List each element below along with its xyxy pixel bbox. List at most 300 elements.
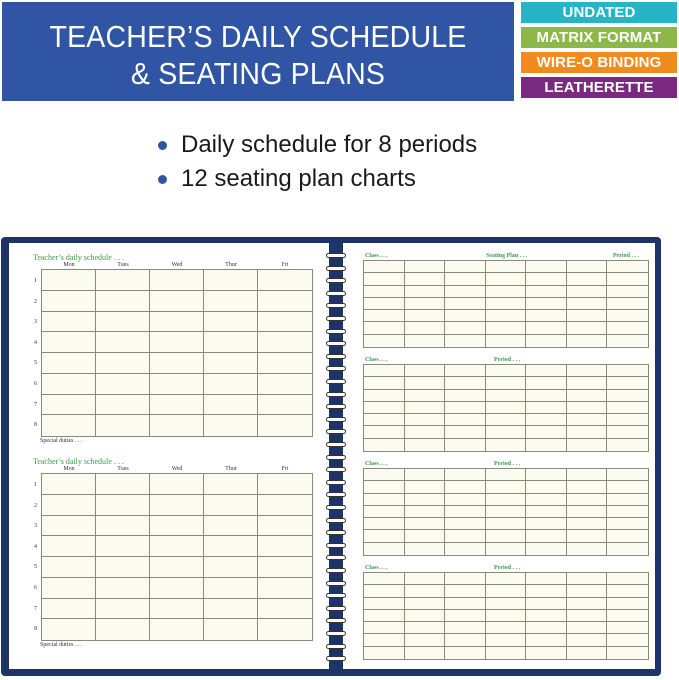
grid-cell	[486, 585, 527, 597]
grid-cell	[607, 322, 648, 334]
grid-cell	[364, 439, 405, 451]
grid-cell	[486, 402, 527, 414]
tag-undated: UNDATED	[521, 2, 677, 23]
grid-cell	[204, 291, 258, 312]
binding-ring-icon	[326, 253, 346, 258]
grid-cell	[445, 634, 486, 646]
binding-ring-icon	[326, 581, 346, 586]
grid-cell	[607, 298, 648, 310]
grid-cell	[486, 377, 527, 389]
grid-cell	[607, 647, 648, 659]
grid-cell	[364, 310, 405, 322]
grid-cell	[486, 439, 527, 451]
planner-image	[1, 237, 661, 676]
grid-cell	[526, 634, 567, 646]
bullet-item	[158, 128, 477, 162]
grid-cell	[96, 474, 150, 495]
binding-ring-icon	[326, 291, 346, 296]
grid-cell	[607, 494, 648, 506]
grid-cell	[607, 335, 648, 347]
grid-cell	[405, 426, 446, 438]
grid-cell	[364, 585, 405, 597]
grid-cell	[204, 495, 258, 516]
grid-cell	[526, 573, 567, 585]
grid-cell	[150, 619, 204, 640]
grid-cell	[258, 578, 312, 599]
grid-cell	[526, 543, 567, 555]
schedule-title: Teacher’s daily schedule . . .	[33, 253, 124, 262]
grid-cell	[96, 415, 150, 436]
grid-cell	[405, 573, 446, 585]
period-number: 2	[34, 502, 37, 509]
wire-binding	[324, 245, 350, 669]
period-number: 6	[34, 381, 37, 387]
grid-cell	[405, 634, 446, 646]
grid-cell	[445, 322, 486, 334]
day-header: Mon	[63, 466, 75, 472]
grid-cell	[42, 536, 96, 557]
grid-cell	[96, 312, 150, 333]
grid-cell	[607, 506, 648, 518]
grid-cell	[42, 270, 96, 291]
day-header: Thur	[225, 466, 237, 472]
grid-cell	[567, 647, 608, 659]
grid-cell	[607, 273, 648, 285]
grid-cell	[445, 273, 486, 285]
grid-cell	[445, 390, 486, 402]
grid-cell	[405, 622, 446, 634]
grid-cell	[258, 353, 312, 374]
grid-cell	[150, 557, 204, 578]
grid-cell	[445, 298, 486, 310]
grid-cell	[258, 332, 312, 353]
period-number: 5	[34, 564, 37, 571]
feature-tags	[521, 2, 677, 117]
grid-cell	[204, 536, 258, 557]
grid-cell	[150, 291, 204, 312]
grid-cell	[607, 469, 648, 481]
binding-ring-icon	[326, 278, 346, 283]
bullet-item	[158, 162, 477, 196]
grid-cell	[150, 536, 204, 557]
grid-cell	[405, 298, 446, 310]
grid-cell	[445, 494, 486, 506]
grid-cell	[204, 395, 258, 416]
grid-cell	[445, 365, 486, 377]
grid-cell	[42, 599, 96, 620]
grid-cell	[526, 647, 567, 659]
grid-cell	[486, 426, 527, 438]
grid-cell	[526, 585, 567, 597]
grid-cell	[486, 610, 527, 622]
grid-cell	[150, 415, 204, 436]
grid-cell	[526, 506, 567, 518]
grid-cell	[486, 506, 527, 518]
binding-ring-icon	[326, 530, 346, 535]
grid-cell	[96, 619, 150, 640]
period-label: Period . . .	[494, 461, 520, 467]
grid-cell	[258, 312, 312, 333]
grid-cell	[258, 516, 312, 537]
period-number: 4	[34, 543, 37, 550]
grid-cell	[486, 573, 527, 585]
grid-cell	[486, 543, 527, 555]
grid-cell	[567, 622, 608, 634]
grid-cell	[567, 518, 608, 530]
grid-cell	[96, 374, 150, 395]
grid-cell	[42, 312, 96, 333]
grid-cell	[486, 481, 527, 493]
grid-cell	[445, 377, 486, 389]
grid-cell	[567, 530, 608, 542]
grid-cell	[364, 261, 405, 273]
grid-cell	[526, 469, 567, 481]
seating-page	[343, 243, 655, 669]
title-line-2: & SEATING PLANS	[130, 56, 386, 91]
grid-cell	[567, 598, 608, 610]
grid-cell	[42, 395, 96, 416]
grid-cell	[204, 557, 258, 578]
grid-cell	[526, 273, 567, 285]
title-line-1: TEACHER’S DAILY SCHEDULE	[49, 19, 467, 54]
grid-cell	[486, 598, 527, 610]
binding-ring-icon	[326, 429, 346, 434]
grid-cell	[258, 536, 312, 557]
schedule-page	[9, 243, 329, 669]
grid-cell	[486, 530, 527, 542]
grid-cell	[96, 536, 150, 557]
grid-cell	[445, 506, 486, 518]
bullet-dot-icon	[158, 141, 167, 150]
day-header: Fri	[281, 262, 289, 268]
grid-cell	[567, 390, 608, 402]
binding-ring-icon	[326, 467, 346, 472]
grid-cell	[150, 353, 204, 374]
bullet-text: Daily schedule for 8 periods	[181, 131, 478, 158]
grid-cell	[364, 530, 405, 542]
period-number: 3	[34, 319, 37, 326]
grid-cell	[258, 291, 312, 312]
grid-cell	[364, 610, 405, 622]
grid-cell	[405, 518, 446, 530]
period-number: 2	[34, 298, 37, 305]
grid-cell	[150, 516, 204, 537]
grid-cell	[405, 335, 446, 347]
grid-cell	[445, 543, 486, 555]
grid-cell	[607, 261, 648, 273]
binding-ring-icon	[326, 492, 346, 497]
grid-cell	[258, 395, 312, 416]
grid-cell	[607, 402, 648, 414]
grid-cell	[405, 261, 446, 273]
grid-cell	[96, 332, 150, 353]
grid-cell	[567, 481, 608, 493]
grid-cell	[567, 335, 608, 347]
grid-cell	[486, 469, 527, 481]
grid-cell	[607, 286, 648, 298]
grid-cell	[607, 610, 648, 622]
grid-cell	[258, 374, 312, 395]
binding-ring-icon	[326, 480, 346, 485]
grid-cell	[445, 530, 486, 542]
grid-cell	[96, 270, 150, 291]
grid-cell	[364, 634, 405, 646]
grid-cell	[204, 270, 258, 291]
grid-cell	[567, 610, 608, 622]
grid-cell	[445, 469, 486, 481]
period-number: 6	[34, 585, 37, 591]
binding-ring-icon	[326, 392, 346, 397]
grid-cell	[42, 578, 96, 599]
grid-cell	[42, 557, 96, 578]
grid-cell	[96, 516, 150, 537]
grid-cell	[607, 573, 648, 585]
grid-cell	[150, 395, 204, 416]
binding-ring-icon	[326, 442, 346, 447]
period-number: 1	[34, 482, 37, 488]
binding-ring-icon	[326, 354, 346, 359]
tag-wire-o-binding: WIRE-O BINDING	[521, 52, 677, 73]
schedule-title: Teacher’s daily schedule . . .	[33, 457, 124, 466]
grid-cell	[364, 506, 405, 518]
grid-cell	[364, 377, 405, 389]
grid-cell	[607, 530, 648, 542]
grid-cell	[364, 494, 405, 506]
grid-cell	[607, 414, 648, 426]
grid-cell	[405, 390, 446, 402]
grid-cell	[607, 439, 648, 451]
grid-cell	[526, 610, 567, 622]
grid-cell	[445, 610, 486, 622]
binding-ring-icon	[326, 329, 346, 334]
binding-ring-icon	[326, 631, 346, 636]
grid-cell	[607, 622, 648, 634]
grid-cell	[486, 494, 527, 506]
class-label: Class . . .	[365, 565, 388, 571]
grid-cell	[526, 402, 567, 414]
grid-cell	[42, 495, 96, 516]
feature-bullets	[158, 128, 477, 196]
day-header: Wed	[171, 262, 183, 268]
grid-cell	[526, 494, 567, 506]
grid-cell	[486, 261, 527, 273]
tag-matrix-format: MATRIX FORMAT	[521, 27, 677, 48]
binding-ring-icon	[326, 543, 346, 548]
grid-cell	[405, 585, 446, 597]
grid-cell	[150, 599, 204, 620]
grid-cell	[445, 518, 486, 530]
grid-cell	[486, 622, 527, 634]
bullet-dot-icon	[158, 175, 167, 184]
grid-cell	[258, 415, 312, 436]
grid-cell	[258, 599, 312, 620]
grid-cell	[607, 365, 648, 377]
period-number: 7	[34, 605, 37, 612]
grid-cell	[526, 322, 567, 334]
grid-cell	[258, 270, 312, 291]
grid-cell	[204, 516, 258, 537]
grid-cell	[486, 647, 527, 659]
grid-cell	[42, 291, 96, 312]
day-header: Fri	[281, 466, 289, 472]
grid-cell	[526, 298, 567, 310]
binding-ring-icon	[326, 404, 346, 409]
grid-cell	[526, 481, 567, 493]
binding-ring-icon	[326, 455, 346, 460]
grid-cell	[150, 495, 204, 516]
grid-cell	[526, 414, 567, 426]
grid-cell	[204, 599, 258, 620]
period-label: Period . . .	[494, 357, 520, 363]
grid-cell	[204, 415, 258, 436]
special-duties-label: Special duties . . .	[40, 642, 83, 648]
grid-cell	[258, 495, 312, 516]
grid-cell	[526, 377, 567, 389]
grid-cell	[445, 286, 486, 298]
grid-cell	[567, 273, 608, 285]
grid-cell	[405, 414, 446, 426]
grid-cell	[405, 377, 446, 389]
binding-ring-icon	[326, 417, 346, 422]
grid-cell	[96, 599, 150, 620]
grid-cell	[364, 622, 405, 634]
schedule-grid	[41, 473, 313, 641]
title-banner	[2, 2, 514, 101]
grid-cell	[405, 402, 446, 414]
day-header: Mon	[63, 262, 75, 268]
grid-cell	[364, 286, 405, 298]
grid-cell	[364, 426, 405, 438]
grid-cell	[204, 474, 258, 495]
grid-cell	[567, 469, 608, 481]
grid-cell	[526, 439, 567, 451]
grid-cell	[405, 543, 446, 555]
grid-cell	[486, 365, 527, 377]
grid-cell	[486, 286, 527, 298]
grid-cell	[567, 634, 608, 646]
grid-cell	[364, 273, 405, 285]
grid-cell	[364, 335, 405, 347]
grid-cell	[364, 518, 405, 530]
grid-cell	[526, 426, 567, 438]
grid-cell	[150, 474, 204, 495]
grid-cell	[445, 585, 486, 597]
grid-cell	[96, 353, 150, 374]
grid-cell	[567, 322, 608, 334]
binding-ring-icon	[326, 618, 346, 623]
grid-cell	[567, 402, 608, 414]
grid-cell	[445, 402, 486, 414]
grid-cell	[445, 622, 486, 634]
day-header: Tues	[117, 262, 129, 268]
grid-cell	[567, 543, 608, 555]
grid-cell	[607, 310, 648, 322]
binding-ring-icon	[326, 316, 346, 321]
binding-ring-icon	[326, 341, 346, 346]
grid-cell	[486, 273, 527, 285]
grid-cell	[607, 481, 648, 493]
grid-cell	[405, 598, 446, 610]
grid-cell	[42, 374, 96, 395]
grid-cell	[526, 390, 567, 402]
grid-cell	[42, 332, 96, 353]
binding-ring-icon	[326, 505, 346, 510]
seating-grid	[363, 468, 649, 556]
grid-cell	[42, 619, 96, 640]
grid-cell	[567, 377, 608, 389]
grid-cell	[364, 390, 405, 402]
grid-cell	[526, 622, 567, 634]
binding-ring-icon	[326, 303, 346, 308]
grid-cell	[486, 414, 527, 426]
grid-cell	[364, 414, 405, 426]
binding-ring-icon	[326, 656, 346, 661]
grid-cell	[567, 439, 608, 451]
grid-cell	[364, 298, 405, 310]
period-number: 4	[34, 339, 37, 346]
grid-cell	[96, 578, 150, 599]
bullet-text: 12 seating plan charts	[181, 165, 416, 192]
binding-ring-icon	[326, 266, 346, 271]
grid-cell	[364, 543, 405, 555]
grid-cell	[445, 414, 486, 426]
seating-grid	[363, 364, 649, 452]
grid-cell	[364, 573, 405, 585]
grid-cell	[526, 530, 567, 542]
seating-grid	[363, 260, 649, 348]
seating-plan-label: Seating Plan . . .	[486, 253, 528, 259]
grid-cell	[486, 298, 527, 310]
grid-cell	[42, 516, 96, 537]
grid-cell	[42, 415, 96, 436]
binding-ring-icon	[326, 568, 346, 573]
period-number: 8	[34, 422, 37, 429]
binding-ring-icon	[326, 518, 346, 523]
special-duties-label: Special duties . . .	[40, 438, 83, 444]
grid-cell	[96, 395, 150, 416]
period-number: 1	[34, 278, 37, 284]
grid-cell	[150, 270, 204, 291]
grid-cell	[364, 647, 405, 659]
tag-leatherette-cover: LEATHERETTE COVER	[521, 77, 677, 98]
grid-cell	[405, 439, 446, 451]
grid-cell	[96, 495, 150, 516]
grid-cell	[445, 426, 486, 438]
grid-cell	[445, 647, 486, 659]
grid-cell	[405, 481, 446, 493]
binding-ring-icon	[326, 593, 346, 598]
grid-cell	[204, 353, 258, 374]
grid-cell	[567, 286, 608, 298]
grid-cell	[486, 322, 527, 334]
grid-cell	[567, 585, 608, 597]
class-label: Class . . .	[365, 253, 388, 259]
grid-cell	[445, 481, 486, 493]
grid-cell	[445, 598, 486, 610]
grid-cell	[364, 402, 405, 414]
binding-ring-icon	[326, 606, 346, 611]
grid-cell	[567, 506, 608, 518]
grid-cell	[204, 619, 258, 640]
grid-cell	[42, 474, 96, 495]
grid-cell	[486, 634, 527, 646]
grid-cell	[96, 557, 150, 578]
grid-cell	[405, 310, 446, 322]
grid-cell	[567, 310, 608, 322]
day-header: Wed	[171, 466, 183, 472]
grid-cell	[607, 585, 648, 597]
grid-cell	[567, 414, 608, 426]
